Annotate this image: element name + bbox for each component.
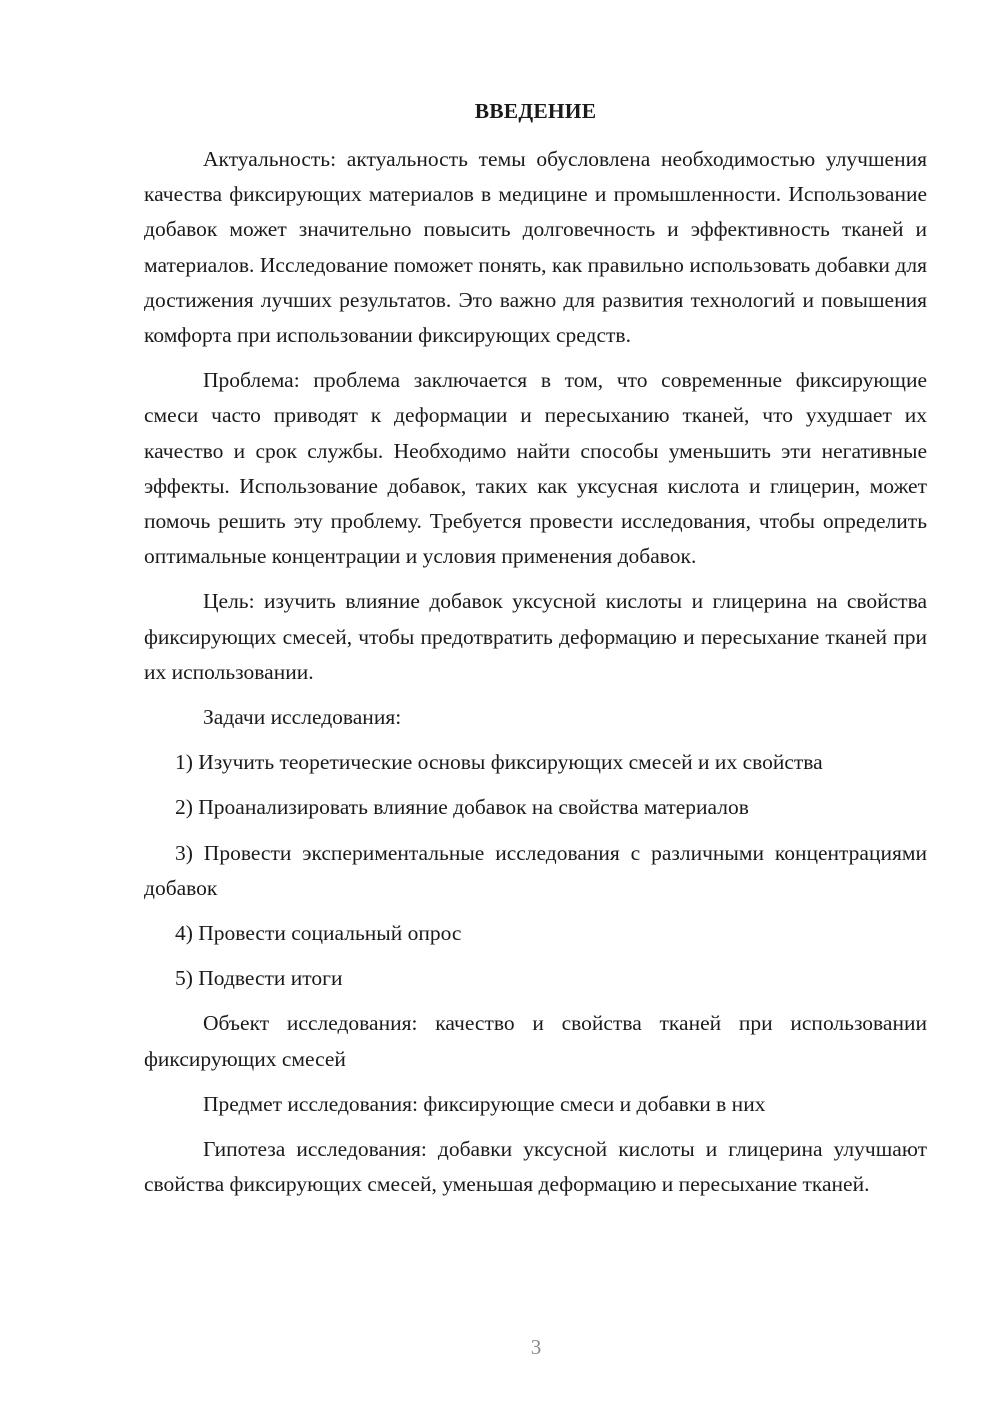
section-title: ВВЕДЕНИЕ (474, 99, 597, 123)
paragraph-relevance: Актуальность: актуальность темы обусловлена необходимостью улучшения качества фиксирующих материалов в медицине и промышленности. Использование добавок может значительно повысить долговечность и эффективность тканей и материалов. Исследование поможет понять, как правильно использовать добавки для достижения лучших результатов. Это важно для развития технологий и повышения комфорта при использовании фиксирующих средств. (144, 147, 927, 348)
paragraph-subject: Предмет исследования: фиксирующие смеси и добавки в них (203, 1091, 766, 1116)
task-item-5: 5) Подвести итоги (175, 966, 343, 991)
paragraph-object: Объект исследования: качество и свойства тканей при использовании фиксирующих смесей (144, 1011, 927, 1071)
paragraph-goal: Цель: изучить влияние добавок уксусной кислоты и глицерина на свойства фиксирующих смесей, чтобы предотвратить деформацию и пересыхание тканей при их использовании. (144, 589, 927, 684)
page-content (144, 94, 927, 1212)
paragraph-problem: Проблема: проблема заключается в том, что современные фиксирующие смеси часто приводят к деформации и пересыханию тканей, что ухудшает их качество и срок службы. Необходимо найти способы уменьшить эти негативные эффекты. Использование добавок, таких как уксусная кислота и глицерин, может помочь решить эту проблему. Требуется провести исследования, чтобы определить оптимальные концентрации и условия применения добавок. (144, 368, 927, 569)
task-item-3: 3) Провести экспериментальные исследования с различными концентрациями добавок (144, 840, 927, 900)
page-number: 3 (530, 1335, 542, 1359)
tasks-heading: Задачи исследования: (203, 705, 402, 730)
task-item-1: 1) Изучить теоретические основы фиксирующих смесей и их свойства (175, 750, 823, 775)
task-item-2: 2) Проанализировать влияние добавок на свойства материалов (175, 795, 749, 820)
paragraph-hypothesis: Гипотеза исследования: добавки уксусной кислоты и глицерина улучшают свойства фиксирующих смесей, уменьшая деформацию и пересыхание тканей. (144, 1137, 927, 1197)
task-item-4: 4) Провести социальный опрос (175, 921, 462, 946)
